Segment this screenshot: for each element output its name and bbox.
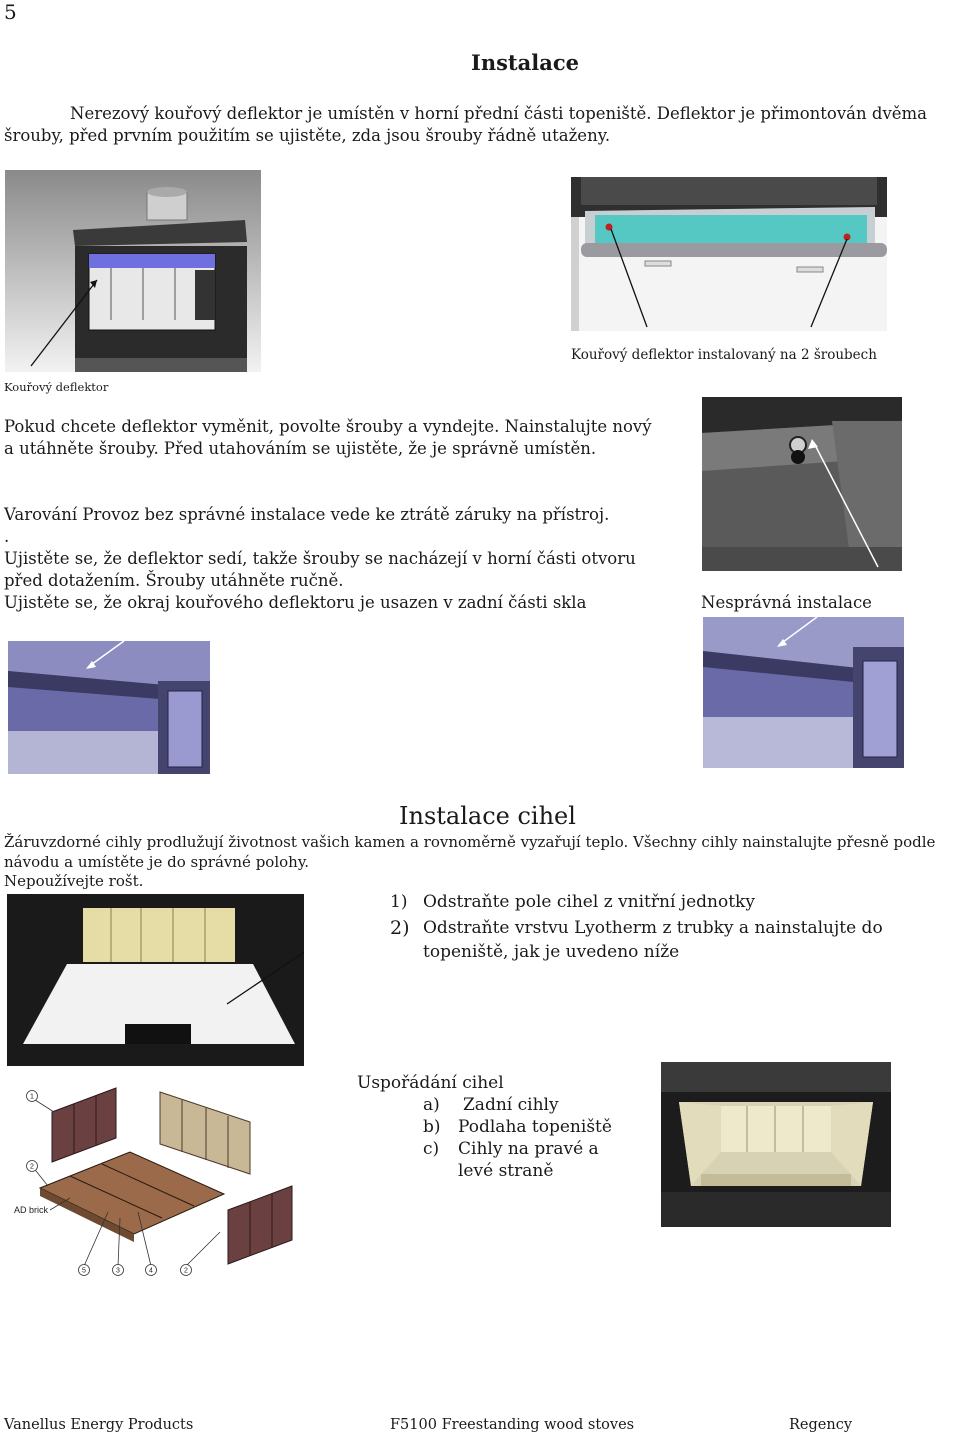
intro-paragraph: Nerezový kouřový deflektor je umístěn v horní přední části topeniště. Deflektor je přimontován dvěma šrouby, před prvním použitím se ujistěte, zda jsou šrouby řádně utaženy.	[4, 104, 928, 145]
arrangement-block	[357, 1072, 618, 1182]
callout-label: 3	[116, 1267, 120, 1275]
bricks-paragraph: Žáruvzdorné cihly prodlužují životnost vašich kamen a rovnoměrně vyzařují teplo. Všechny cihly nainstalujte přesně podle návodu a umístěte je do správné polohy.	[4, 833, 936, 871]
brick-arrangement-diagram	[10, 1082, 310, 1282]
stove-illustration	[5, 170, 261, 372]
check-screws-text: Ujistěte se, že deflektor sedí, takže šrouby se nacházejí v horní části otvoru před dotažením. Šrouby utáhněte ručně.	[4, 549, 636, 590]
warning-text: Varování Provoz bez správné instalace vede ke ztrátě záruky na přístroj.	[4, 505, 610, 524]
arrangement-item: a) Zadní cihly	[423, 1095, 559, 1115]
replace-paragraph: Pokud chcete deflektor vyměnit, povolte šrouby a vyndejte. Nainstalujte nový a utáhněte šrouby. Před utahováním se ujistěte, že je správně umístěn.	[4, 417, 652, 458]
callout-label: 4	[149, 1267, 153, 1275]
footer-left: Vanellus Energy Products	[4, 1417, 194, 1433]
caption-deflector: Kouřový deflektor	[4, 380, 109, 394]
arrangement-item: b) Podlaha topeniště	[423, 1117, 612, 1137]
steps-list	[390, 890, 950, 964]
callout-label: 2	[30, 1163, 34, 1171]
dot-text: .	[4, 527, 10, 546]
page-number: 5	[4, 0, 17, 24]
callout-label: 5	[82, 1267, 86, 1275]
step-item: 1) Odstraňte pole cihel z vnitřní jednotky	[390, 892, 755, 912]
callout-label: 2	[184, 1267, 188, 1275]
footer-center: F5100 Freestanding wood stoves	[390, 1417, 635, 1433]
callout-label: 1	[30, 1093, 34, 1101]
footer-right: Regency	[789, 1417, 853, 1433]
section2-title: Instalace cihel	[399, 802, 576, 830]
step-item: 2) Odstraňte vrstvu Lyotherm z trubky a nainstalujte do topeniště, jak je uvedeno níže	[390, 917, 883, 962]
arrangement-item: c) Cihly na pravé a levé straně	[423, 1139, 599, 1181]
incorrect-install-photo	[703, 617, 904, 768]
caption-installed: Kouřový deflektor instalovaný na 2 šroubech	[571, 347, 877, 363]
caption-incorrect: Nesprávná instalace	[701, 593, 872, 612]
no-grate-text: Nepoužívejte rošt.	[4, 872, 144, 890]
screw-closeup-photo	[702, 397, 902, 571]
firebox-photo	[7, 894, 304, 1066]
page-title: Instalace	[471, 50, 579, 75]
check-edge-text: Ujistěte se, že okraj kouřového deflektoru je usazen v zadní části skla	[4, 593, 587, 612]
diagram-label: AD brick	[14, 1205, 49, 1215]
installed-bricks-photo	[661, 1062, 891, 1227]
arrangement-title: Uspořádání cihel	[357, 1073, 504, 1093]
deflector-installed-photo	[571, 177, 887, 331]
correct-install-photo	[8, 641, 210, 774]
